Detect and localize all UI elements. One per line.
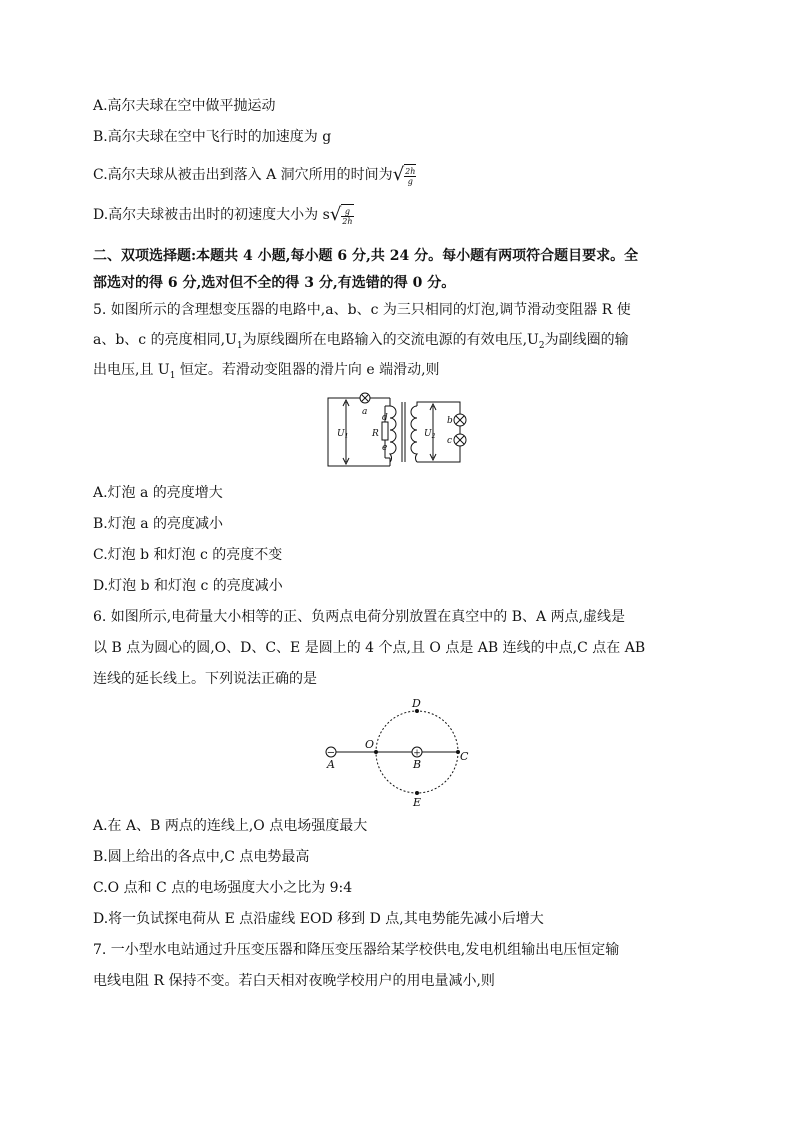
q5-option-d: D.灯泡 b 和灯泡 c 的亮度减小 — [93, 578, 283, 594]
q5-stem-line2 — [93, 330, 629, 356]
q5-stem2-sub2: 2 — [538, 340, 545, 351]
q4-option-b: B.高尔夫球在空中飞行时的加速度为 g — [93, 129, 332, 145]
label-R: R — [372, 429, 379, 439]
label-b: b — [447, 416, 453, 426]
label-U2: $U_2$ — [424, 429, 436, 440]
label-d: d — [382, 413, 388, 423]
q6-stem-line2: 以 B 点为圆心的圆,O、D、C、E 是圆上的 4 个点,且 O 点是 AB 连线的中点,C 点在 AB — [93, 640, 646, 656]
q4-option-d-text: D.高尔夫球被击出时的初速度大小为 s — [93, 207, 330, 223]
q4-option-d — [93, 204, 354, 226]
positive-charge-sign: + — [413, 748, 421, 759]
q5-option-c: C.灯泡 b 和灯泡 c 的亮度不变 — [93, 547, 283, 563]
q4-option-c — [93, 164, 416, 186]
transformer-circuit-figure — [320, 392, 470, 472]
section2-heading-line2: 部选对的得 6 分,选对但不全的得 3 分,有选错的得 0 分。 — [93, 275, 456, 291]
q5-stem2-sub1: 1 — [236, 340, 243, 351]
q7-stem-line1: 7. 一小型水电站通过升压变压器和降压变压器给某学校供电,发电机组输出电压恒定输 — [93, 942, 620, 958]
q5-stem3-sub: 1 — [169, 370, 176, 381]
label-E: E — [413, 796, 422, 808]
q5-option-b: B.灯泡 a 的亮度减小 — [93, 516, 223, 532]
label-c: c — [447, 436, 453, 446]
point-charges-figure — [310, 696, 480, 808]
label-e: e — [382, 443, 388, 453]
label-A: A — [327, 758, 335, 771]
q6-stem-line3: 连线的延长线上。下列说法正确的是 — [93, 671, 317, 687]
q5-option-a: A.灯泡 a 的亮度增大 — [93, 485, 223, 501]
q4-option-c-text: C.高尔夫球从被击出到落入 A 洞穴所用的时间为 — [93, 167, 393, 183]
c-numerator: 2h — [405, 166, 416, 176]
q5-stem-line3 — [93, 360, 440, 386]
q6-stem-line1: 6. 如图所示,电荷量大小相等的正、负两点电荷分别放置在真空中的 B、A 两点,虚线是 — [93, 609, 626, 625]
section2-heading-line1: 二、双项选择题:本题共 4 小题,每小题 6 分,共 24 分。每小题有两项符合题目要求。全 — [93, 248, 639, 264]
q6-option-b: B.圆上给出的各点中,C 点电势最高 — [93, 849, 310, 865]
q6-option-d: D.将一负试探电荷从 E 点沿虚线 EOD 移到 D 点,其电势能先减小后增大 — [93, 911, 544, 927]
d-numerator: g — [341, 207, 353, 217]
label-D: D — [412, 697, 421, 710]
d-denominator: 2h — [342, 216, 353, 226]
label-B: B — [413, 758, 422, 771]
q5-stem3-b: 恒定。若滑动变阻器的滑片向 e 端滑动,则 — [175, 362, 440, 378]
q7-stem-line2: 电线电阻 R 保持不变。若白天相对夜晚学校用户的用电量减小,则 — [93, 973, 495, 989]
q4-option-a: A.高尔夫球在空中做平抛运动 — [93, 98, 276, 114]
c-denominator: g — [407, 176, 413, 186]
label-O: O — [365, 738, 375, 751]
label-U1: $U_1$ — [337, 429, 349, 440]
q5-stem-line1: 5. 如图所示的含理想变压器的电路中,a、b、c 为三只相同的灯泡,调节滑动变阻器 R 使 — [93, 302, 631, 318]
sqrt-g-over-2h: √ $\frac{g}{2h}$ — [329, 204, 353, 226]
q5-stem2-a: a、b、c 的亮度相同,U — [93, 332, 237, 348]
label-a: a — [362, 407, 368, 417]
q6-option-c: C.O 点和 C 点的电场强度大小之比为 9:4 — [93, 880, 353, 896]
negative-charge-sign: − — [326, 747, 336, 759]
q5-stem3-a: 出电压,且 U — [93, 362, 170, 378]
q6-option-a: A.在 A、B 两点的连线上,O 点电场强度最大 — [93, 818, 368, 834]
q5-stem2-b: 为原线圈所在电路输入的交流电源的有效电压,U — [242, 332, 539, 348]
q5-stem2-c: 为副线圈的输 — [544, 332, 629, 348]
sqrt-2h-over-g: √ $\frac{2h}{g}$ — [392, 164, 416, 186]
label-C: C — [460, 750, 469, 763]
